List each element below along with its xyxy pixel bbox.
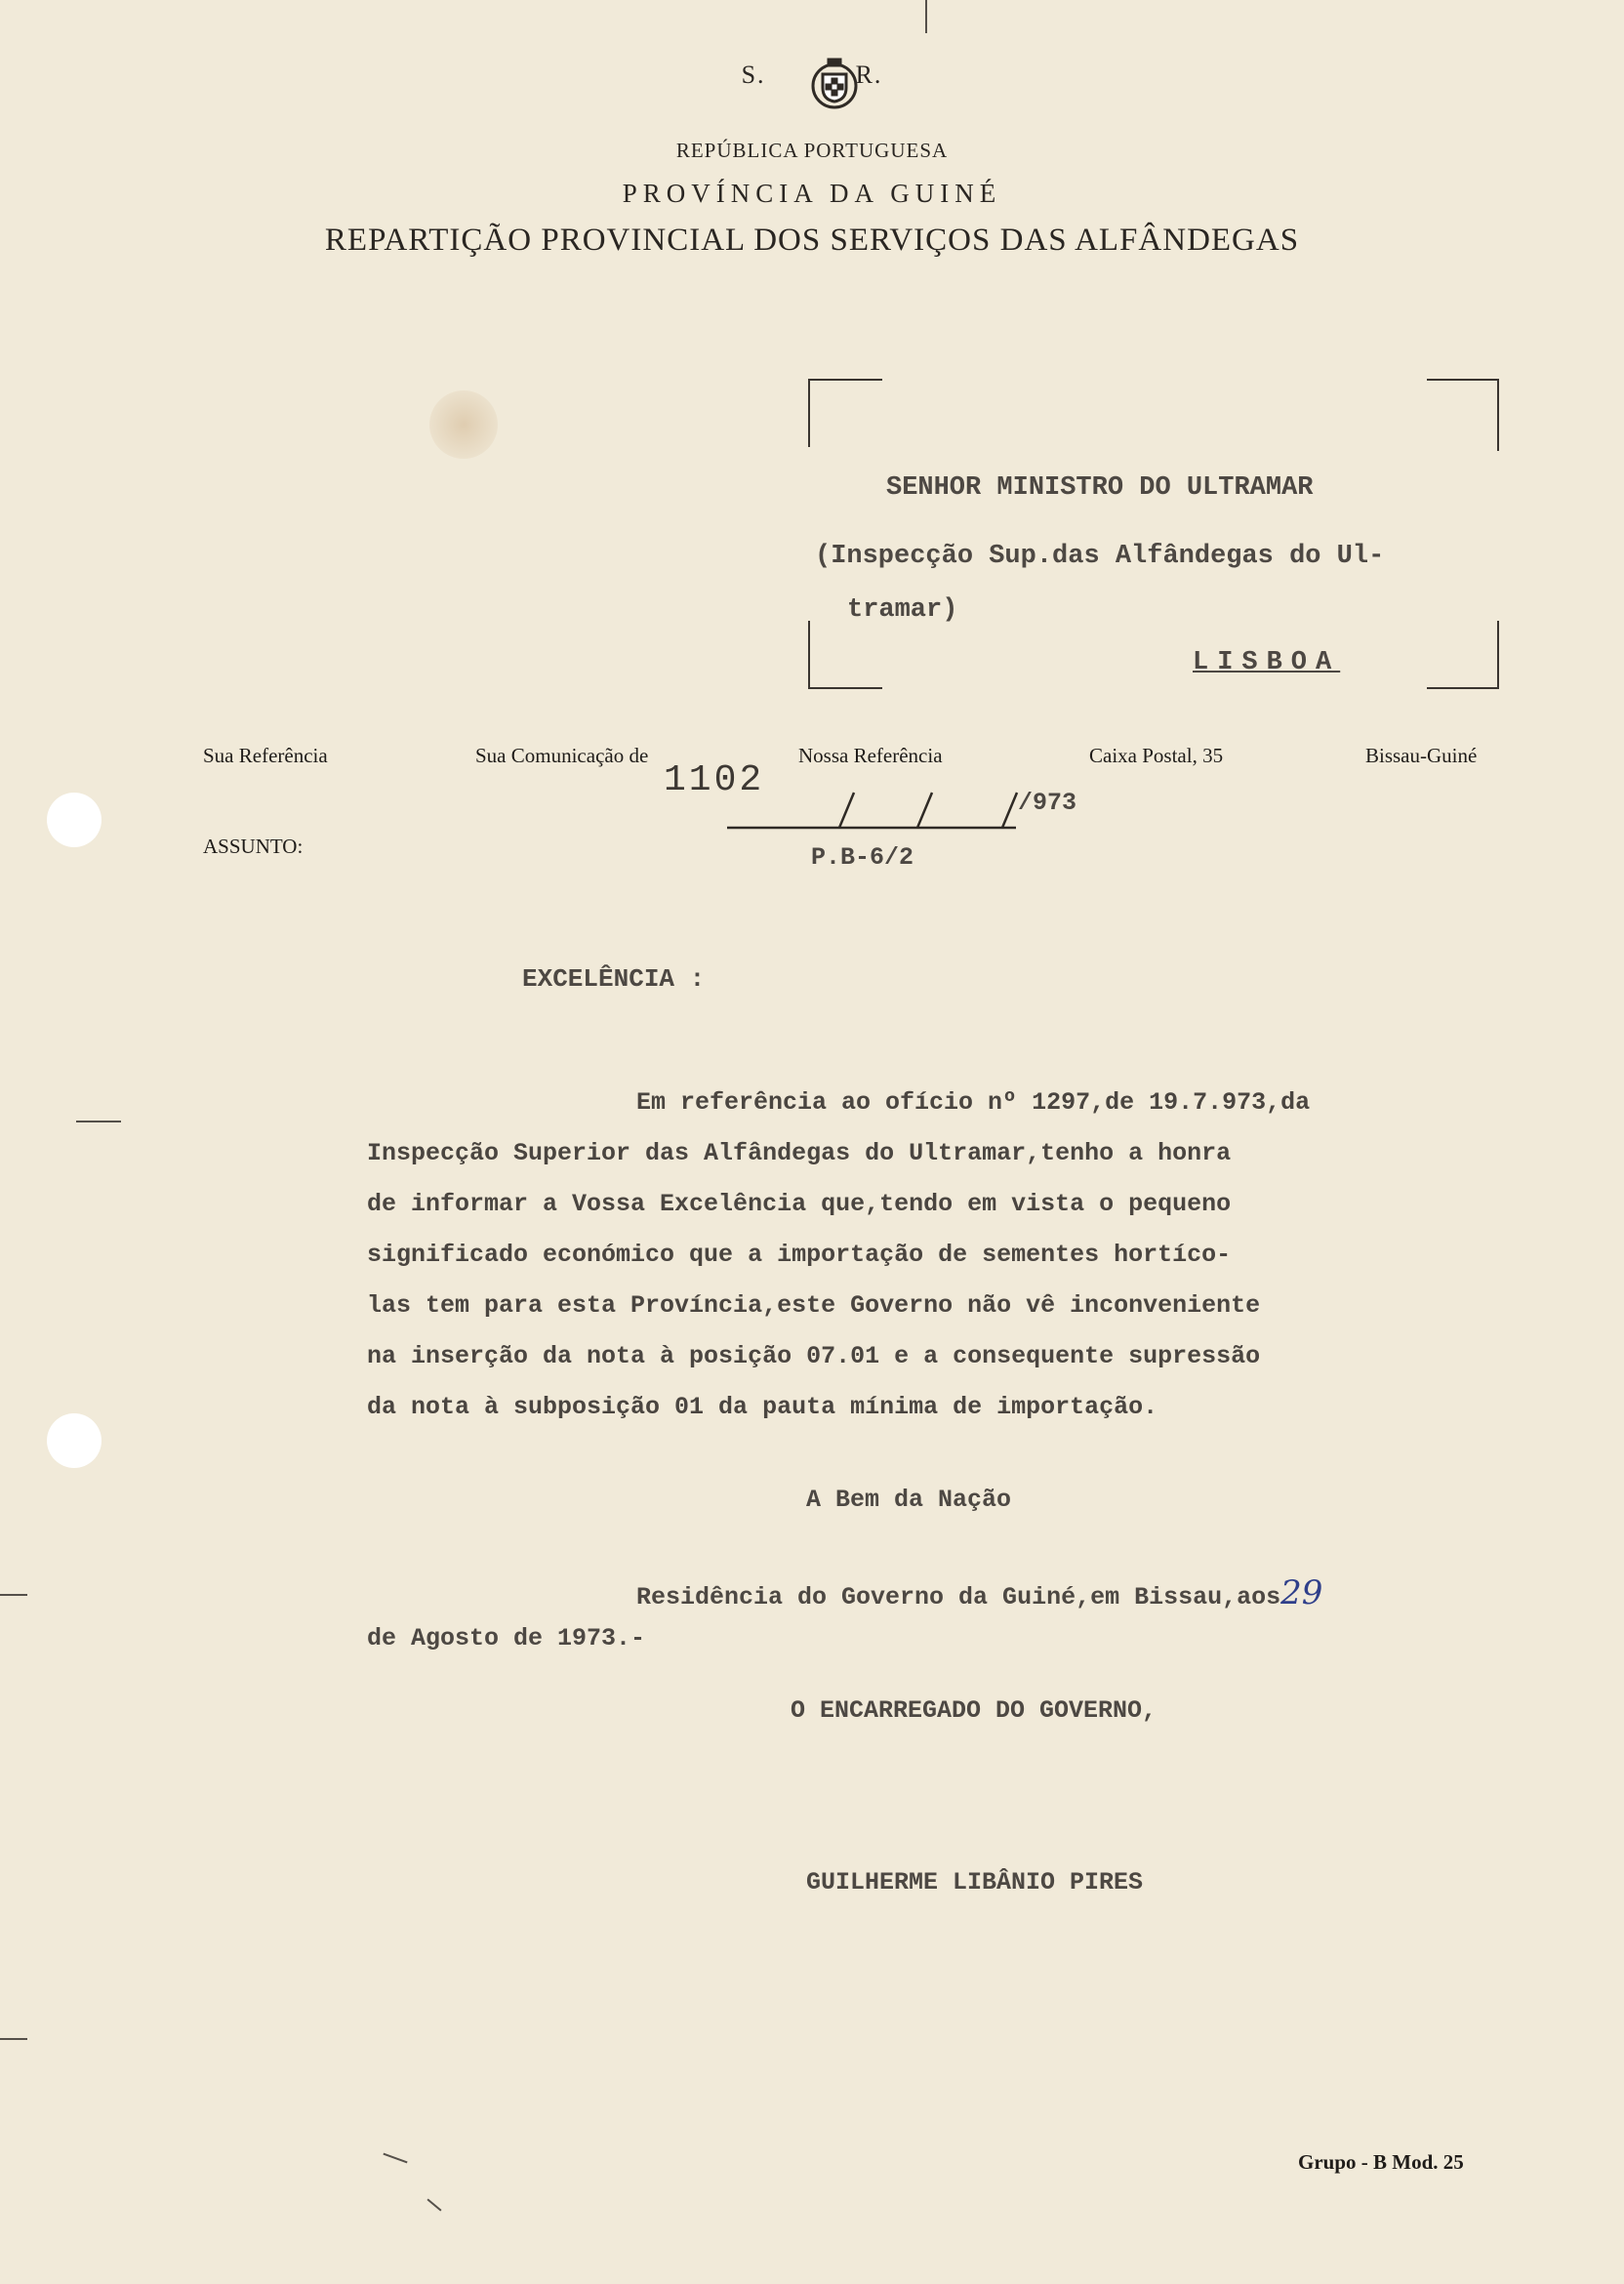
- handwritten-day: 29: [1280, 1573, 1323, 1612]
- sua-referencia-label: Sua Referência: [203, 744, 328, 767]
- provincia-da-guine: PROVÍNCIA DA GUINÉ: [622, 179, 1002, 208]
- punch-hole-top: [47, 793, 102, 847]
- stamp-number: 1102: [664, 759, 765, 801]
- body-line: Inspecção Superior das Alfândegas do Ultramar,tenho a honra: [367, 1139, 1232, 1167]
- fold-mark: [925, 0, 927, 33]
- r-letter: R.: [855, 61, 883, 89]
- punch-hole-bottom: [47, 1413, 102, 1468]
- recipient-line3: tramar): [847, 595, 958, 625]
- sua-comunicacao-label: Sua Comunicação de: [475, 744, 649, 767]
- paper-stain: [429, 390, 498, 459]
- address-bracket-tl: [808, 379, 882, 447]
- reparticao-title: REPARTIÇÃO PROVINCIAL DOS SERVIÇOS DAS ALFÂNDEGAS: [324, 223, 1300, 258]
- reference-slash-line: [727, 781, 1020, 832]
- address-bracket-tr: [1427, 379, 1499, 451]
- margin-tick: [0, 1594, 27, 1596]
- pencil-mark: [426, 2198, 441, 2211]
- address-bracket-br: [1427, 621, 1499, 689]
- margin-tick: [76, 1121, 121, 1122]
- closing-formula: A Bem da Nação: [806, 1486, 1012, 1514]
- body-line: las tem para esta Província,este Governo não vê inconveniente: [367, 1291, 1261, 1320]
- address-bracket-bl: [808, 621, 882, 689]
- republica-portuguesa: REPÚBLICA PORTUGUESA: [675, 139, 949, 162]
- residence-line: [636, 1573, 1322, 1612]
- recipient-line2: (Inspecção Sup.das Alfândegas do Ul-: [815, 542, 1385, 571]
- signatory-name: GUILHERME LIBÂNIO PIRES: [806, 1868, 1144, 1897]
- s-letter: S.: [741, 61, 766, 89]
- caixa-postal: Caixa Postal, 35: [1089, 744, 1224, 767]
- place-bissau: Bissau-Guiné: [1365, 744, 1478, 767]
- residence-text: Residência do Governo da Guiné,em Bissau,aos: [636, 1583, 1281, 1611]
- year-suffix: /973: [1018, 789, 1077, 817]
- nossa-referencia-label: Nossa Referência: [798, 744, 943, 767]
- recipient-line1: SENHOR MINISTRO DO ULTRAMAR: [886, 473, 1314, 503]
- pencil-mark: [383, 2153, 407, 2164]
- margin-tick: [0, 2038, 27, 2040]
- body-line: na inserção da nota à posição 07.01 e a consequente supressão: [367, 1342, 1261, 1370]
- body-line: significado económico que a importação de sementes hortíco-: [367, 1241, 1232, 1269]
- date-line: de Agosto de 1973.-: [367, 1624, 646, 1652]
- form-code: Grupo - B Mod. 25: [1298, 2150, 1464, 2174]
- process-code: P.B-6/2: [811, 843, 914, 872]
- assunto-label: ASSUNTO:: [203, 835, 304, 858]
- salutation: EXCELÊNCIA :: [522, 964, 706, 994]
- coat-of-arms-icon: [806, 55, 863, 111]
- body-line: Em referência ao ofício nº 1297,de 19.7.973,da: [636, 1088, 1311, 1117]
- body-line: da nota à subposição 01 da pauta mínima de importação.: [367, 1393, 1158, 1421]
- signatory-title: O ENCARREGADO DO GOVERNO,: [791, 1696, 1157, 1725]
- body-line: de informar a Vossa Excelência que,tendo em vista o pequeno: [367, 1190, 1232, 1218]
- recipient-city: LISBOA: [1193, 648, 1341, 677]
- letter-body: [367, 1078, 1544, 1433]
